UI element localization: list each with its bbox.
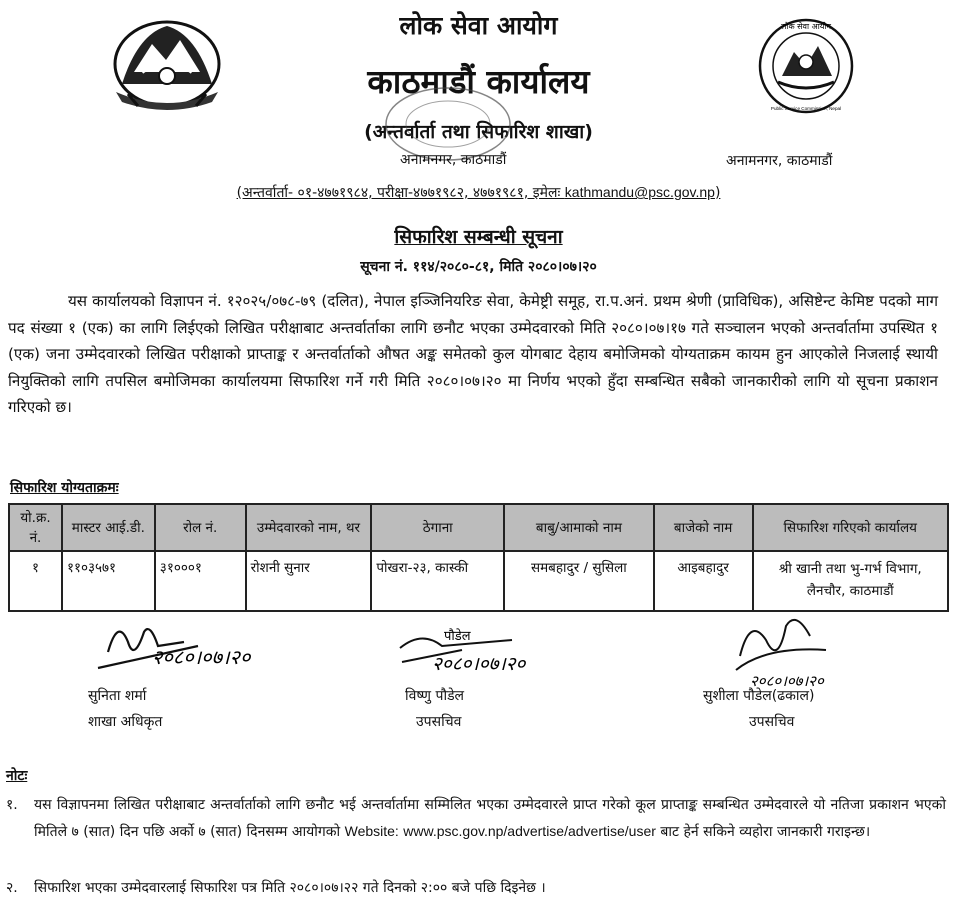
table-section-title: सिफारिश योग्यताक्रमः bbox=[10, 480, 119, 496]
signature-2-designation: उपसचिव bbox=[416, 714, 462, 730]
signature-2-date: २०८०।०७।२० bbox=[432, 653, 526, 675]
col-header-candidate-name: उम्मेदवारको नाम, थर bbox=[246, 504, 372, 551]
cell-roll-no: ३१०००१ bbox=[155, 551, 246, 611]
stamp-address: अनामनगर, काठमाडौं bbox=[400, 152, 507, 168]
signature-1-name: सुनिता शर्मा bbox=[88, 688, 147, 704]
table-row bbox=[9, 551, 948, 611]
header-commission-name: लोक सेवा आयोग bbox=[399, 11, 558, 40]
signature-1-date: २०८०।०७।२० bbox=[152, 645, 251, 669]
note-1-url-link[interactable]: www.psc.gov.np/advertise/advertise/user bbox=[403, 823, 656, 839]
seal-text: लोक सेवा आयोग bbox=[780, 22, 832, 31]
note-item-2 bbox=[6, 878, 946, 897]
contact-phones: (अन्तर्वार्ता- ०१-४७७१९८४, परीक्षा-४७७१९८२, ४७७१९८१, इमेलः bbox=[236, 185, 565, 201]
notice-body: यस कार्यालयको विज्ञापन नं. १२०२५/०७८-७९ (दलित), नेपाल इञ्जिनियरिङ सेवा, केमेष्ट्री समूह, रा.प.अनं. प्रथम श्रेणी (प्राविधिक), असिष्टेन्ट केमिष्ट पदको माग पद संख्या १ (एक) का लागि लिईएको लिखित परीक्षाबाट अन्तर्वार्ताका लागि छनौट भएका उम्मेदवारको मिति २०८०।०७।१७ गते सञ्चालन भएको अन्तर्वार्तामा उपस्थित १ (एक) जना उम्मेदवारको लिखित परीक्षाको प्राप्ताङ्क र अन्तर्वार्ताको औषत अङ्क समेतको कुल योगबाट देहाय बमोजिमको योग्यताक्रम कायम हुन आएकोले निजलाई स्थायी नियुक्तिको लागि तपसिल बमोजिमका कार्यालयमा सिफारिश गर्ने गरी मिति २०८०।०७।२० मा निर्णय भएको हुँदा सम्बन्धित सबैको जानकारीको लागि यो सूचना प्रकाशन गरिएको छ। bbox=[8, 292, 938, 416]
table-header-row bbox=[9, 504, 948, 551]
cell-serial: १ bbox=[9, 551, 62, 611]
note-1-website-label: Website: bbox=[344, 823, 399, 839]
signature-3-scribble bbox=[726, 606, 886, 690]
col-header-grandfather-name: बाजेको नाम bbox=[654, 504, 753, 551]
signature-2-name: विष्णु पौडेल bbox=[405, 688, 465, 704]
note-1-text-after: बाट हेर्न सकिने व्यहोरा जानकारी गराइन्छ। bbox=[655, 824, 871, 840]
cell-recommended-office: श्री खानी तथा भु-गर्भ विभाग, लैनचौर, काठमाडौं bbox=[753, 551, 948, 611]
col-header-address: ठेगाना bbox=[371, 504, 504, 551]
notice-title: सिफारिश सम्बन्धी सूचना bbox=[394, 226, 563, 248]
cell-address: पोखरा-२३, कास्की bbox=[371, 551, 504, 611]
header-branch-name: (अन्तर्वार्ता तथा सिफारिश शाखा) bbox=[364, 121, 593, 143]
cell-candidate-name: रोशनी सुनार bbox=[246, 551, 372, 611]
note-item-1 bbox=[6, 792, 946, 845]
col-header-roll-no: रोल नं. bbox=[155, 504, 246, 551]
signature-3-name: सुशीला पौडेल(ढकाल) bbox=[703, 688, 815, 704]
contact-close: ) bbox=[714, 185, 721, 201]
signature-1-designation: शाखा अधिकृत bbox=[88, 714, 163, 730]
cell-master-id: ११०३५७१ bbox=[62, 551, 155, 611]
col-header-recommended-office: सिफारिश गरिएको कार्यालय bbox=[753, 504, 948, 551]
col-header-serial: यो.क्र. नं. bbox=[9, 504, 62, 551]
notice-reference: सूचना नं. ११४/२०८०-८१, मिति २०८०।०७।२० bbox=[360, 259, 597, 275]
signature-2-scribble bbox=[392, 620, 612, 684]
col-header-master-id: मास्टर आई.डी. bbox=[62, 504, 155, 551]
note-1-text: यस विज्ञापनमा लिखित परीक्षाबाट अन्तर्वार्ताको लागि छनौट भई अन्तर्वार्तामा सम्मिलित भएका उम्मेदवारले प्राप्त गरेको कूल प्राप्ताङ्क सम्बन्धित उम्मेदवारले यो नतिजा प्रकाशन भएको मितिले ७ (सात) दिन पछि अर्को ७ (सात) दिनसम्म आयोगको bbox=[34, 797, 946, 840]
notes-title: नोटः bbox=[6, 768, 28, 784]
recommendation-table bbox=[8, 503, 949, 612]
signature-3-date: २०८०।०७।२० bbox=[750, 672, 824, 690]
cell-parent-name: समबहादुर / सुसिला bbox=[504, 551, 654, 611]
note-1-number: १. bbox=[6, 797, 18, 813]
signature-3-designation: उपसचिव bbox=[749, 714, 795, 730]
header-office-name: काठमाडौं कार्यालय bbox=[367, 62, 590, 101]
note-2-number: २. bbox=[6, 880, 18, 896]
signature-2-annotation: पौडेल bbox=[444, 629, 471, 644]
seal-text-english: Public Service Commission, Nepal bbox=[770, 106, 842, 111]
contact-email[interactable]: kathmandu@psc.gov.np bbox=[564, 184, 715, 200]
header-address: अनामनगर, काठमाडौं bbox=[726, 153, 833, 169]
note-2-text: सिफारिश भएका उम्मेदवारलाई सिफारिश पत्र मिति २०८०।०७।२२ गते दिनको २:०० बजे पछि दिइनेछ । bbox=[34, 880, 546, 896]
signature-1-scribble bbox=[88, 612, 288, 682]
contact-line bbox=[0, 183, 957, 202]
cell-grandfather-name: आइबहादुर bbox=[654, 551, 753, 611]
col-header-parent-name: बाबु/आमाको नाम bbox=[504, 504, 654, 551]
